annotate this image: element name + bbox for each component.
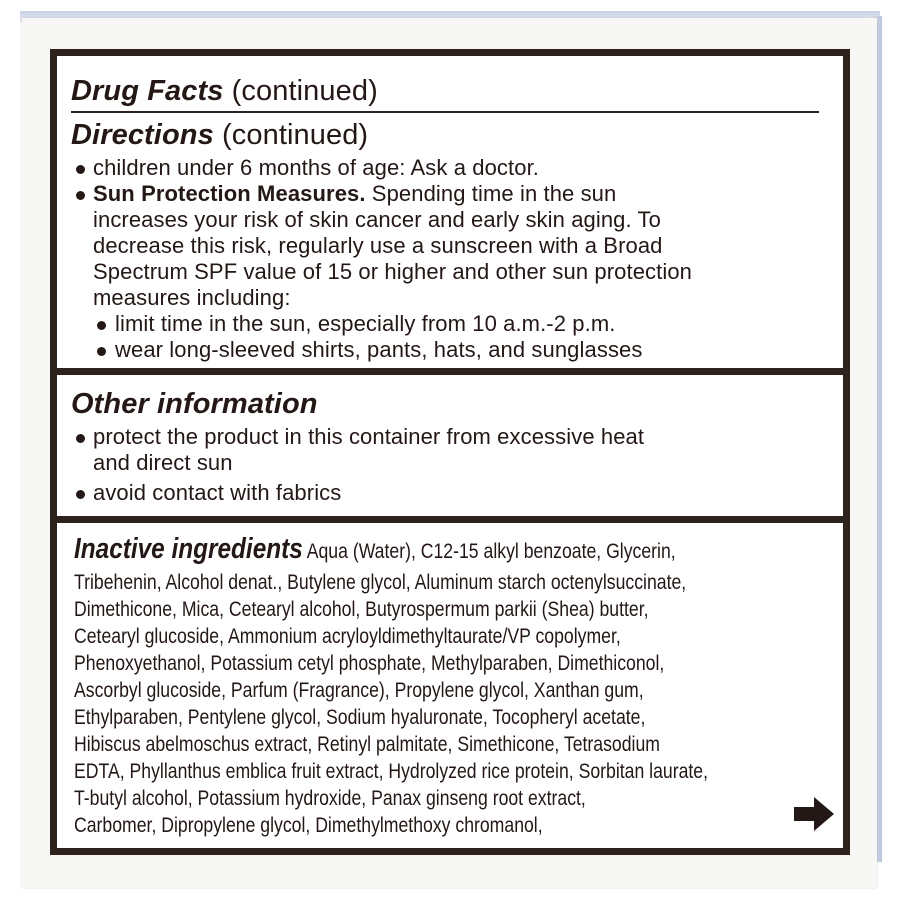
- ingredients-line: Phenoxyethanol, Potassium cetyl phosphate, Methylparaben, Dimethiconol,: [74, 652, 665, 675]
- drug-facts-title-suffix: (continued): [231, 75, 378, 107]
- ingredients-line: Cetearyl glucoside, Ammonium acryloyldimethyltaurate/VP copolymer,: [74, 625, 621, 648]
- sub-bullet-icon: [97, 321, 106, 330]
- ingredients-line: EDTA, Phyllanthus emblica fruit extract, Hydrolyzed rice protein, Sorbitan laurate,: [74, 760, 709, 783]
- inactive-ingredients-title: Inactive ingredients: [74, 533, 303, 565]
- directions-title-suffix: (continued): [222, 119, 369, 151]
- bullet-icon: [76, 191, 85, 200]
- sub-bullet-icon: [97, 347, 106, 356]
- bullet-icon: [76, 434, 85, 443]
- ingredients-line: Ethylparaben, Pentylene glycol, Sodium hyaluronate, Tocopheryl acetate,: [74, 706, 646, 729]
- ingredients-line: Hibiscus abelmoschus extract, Retinyl palmitate, Simethicone, Tetrasodium: [74, 733, 660, 756]
- sun-protection-label: Sun Protection Measures.: [93, 181, 366, 206]
- bullet-icon: [76, 165, 85, 174]
- drug-facts-header: [71, 75, 378, 108]
- directions-item-sun-protection: [93, 181, 616, 207]
- ingredients-text: Aqua (Water), C12-15 alkyl benzoate, Glycerin,: [306, 540, 676, 563]
- section-divider: [57, 516, 843, 523]
- other-info-item-text: and direct sun: [93, 450, 233, 475]
- drug-facts-title: Drug Facts: [71, 75, 224, 107]
- directions-header: [71, 119, 368, 152]
- other-info-item-text: protect the product in this container from excessive heat: [93, 424, 645, 449]
- sun-protection-text-line: increases your risk of skin cancer and early skin aging. To: [93, 207, 661, 232]
- drug-facts-panel: [50, 49, 850, 855]
- ingredients-line: T-butyl alcohol, Potassium hydroxide, Panax ginseng root extract,: [74, 787, 586, 810]
- sun-protection-subitem: limit time in the sun, especially from 10 a.m.-2 p.m.: [115, 311, 616, 336]
- sun-protection-text-line: decrease this risk, regularly use a sunscreen with a Broad: [93, 233, 663, 258]
- other-info-item-text: avoid contact with fabrics: [93, 480, 342, 505]
- other-information-title: Other information: [71, 388, 318, 420]
- sun-protection-text-line: Spectrum SPF value of 15 or higher and other sun protection: [93, 259, 693, 284]
- inactive-ingredients-section: [57, 523, 843, 848]
- arrow-right-icon: [792, 794, 836, 834]
- sun-protection-text-line: Spending time in the sun: [371, 181, 617, 206]
- directions-title: Directions: [71, 119, 214, 151]
- sun-protection-subitem: wear long-sleeved shirts, pants, hats, and sunglasses: [115, 337, 643, 362]
- ingredients-line: Carbomer, Dipropylene glycol, Dimethylmethoxy chromanol,: [74, 814, 543, 837]
- other-information-section: [57, 375, 843, 516]
- ingredients-line: Tribehenin, Alcohol denat., Butylene glycol, Aluminum starch octenylsuccinate,: [74, 571, 687, 594]
- section-divider: [57, 368, 843, 375]
- header-rule: [71, 111, 819, 113]
- ingredients-line: [74, 533, 676, 566]
- directions-item-children: children under 6 months of age: Ask a doctor.: [93, 155, 539, 180]
- ingredients-line: Ascorbyl glucoside, Parfum (Fragrance), Propylene glycol, Xanthan gum,: [74, 679, 644, 702]
- sun-protection-text-line: measures including:: [93, 285, 291, 310]
- ingredients-line: Dimethicone, Mica, Cetearyl alcohol, Butyrospermum parkii (Shea) butter,: [74, 598, 649, 621]
- directions-section: [57, 56, 843, 368]
- bullet-icon: [76, 490, 85, 499]
